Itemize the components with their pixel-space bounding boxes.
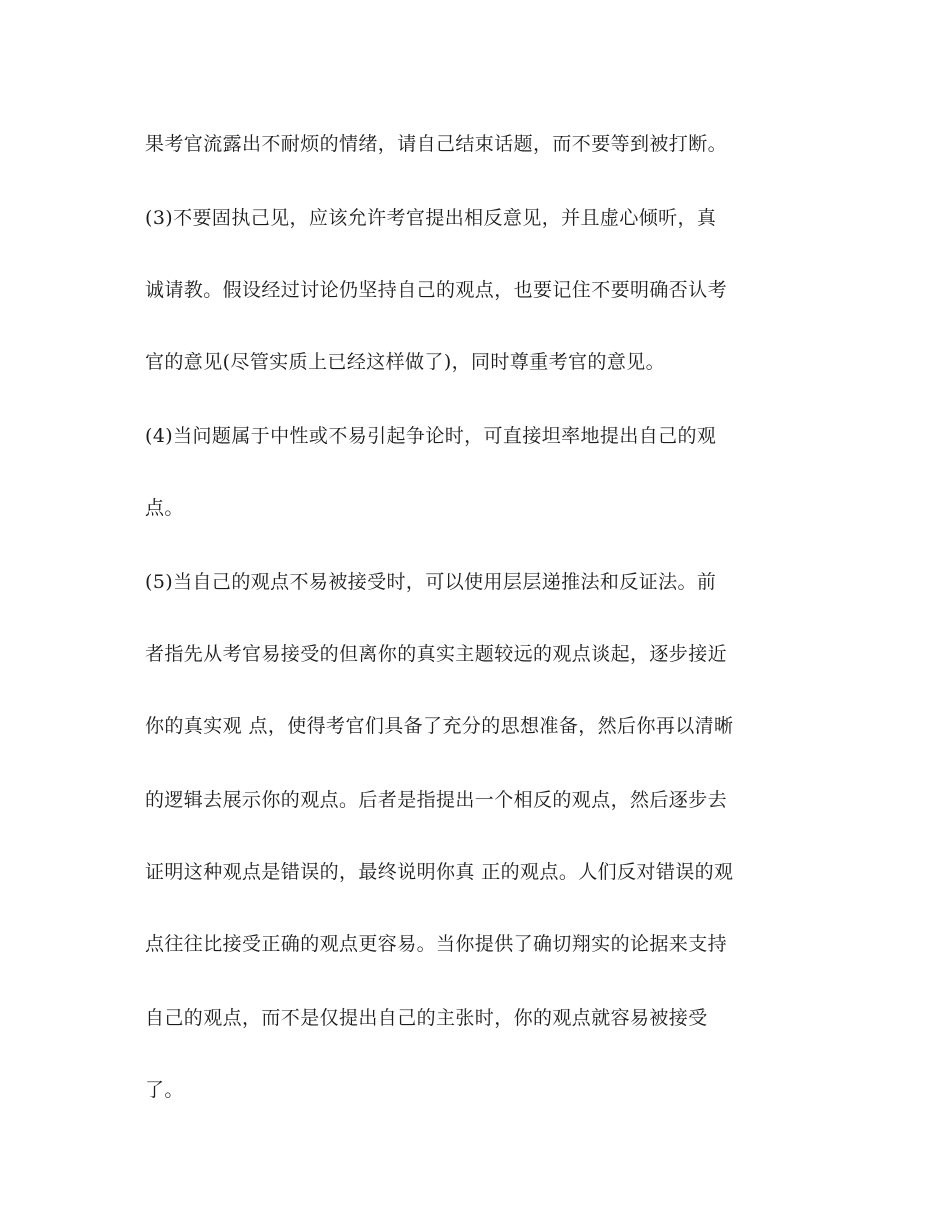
text-line: 果考官流露出不耐烦的情绪，请自己结束话题，而不要等到被打断。 [145, 133, 728, 155]
text-line: (5)当自己的观点不易被接受时，可以使用层层递推法和反证法。前 [145, 571, 717, 593]
text-line: 你的真实观 点，使得考官们具备了充分的思想准备，然后你再以清晰 [145, 715, 734, 737]
text-line: 自己的观点，而不是仅提出自己的主张时，你的观点就容易被接受 [145, 1007, 708, 1029]
text-line: 了。 [145, 1079, 184, 1101]
text-line: 诚请教。假设经过讨论仍坚持自己的观点，也要记住不要明确否认考 [145, 279, 728, 301]
text-line: 官的意见(尽管实质上已经这样做了)，同时尊重考官的意见。 [145, 351, 666, 373]
text-line: (4)当问题属于中性或不易引起争论时，可直接坦率地提出自己的观 [145, 425, 717, 447]
text-line: (3)不要固执己见，应该允许考官提出相反意见，并且虚心倾听，真 [145, 207, 717, 229]
text-line: 的逻辑去展示你的观点。后者是指提出一个相反的观点，然后逐步去 [145, 789, 728, 811]
text-line: 点往往比接受正确的观点更容易。当你提供了确切翔实的论据来支持 [145, 933, 728, 955]
text-line: 者指先从考官易接受的但离你的真实主题较远的观点谈起，逐步接近 [145, 643, 728, 665]
text-line: 证明这种观点是错误的，最终说明你真 正的观点。人们反对错误的观 [145, 861, 734, 883]
text-line: 点。 [145, 497, 184, 519]
